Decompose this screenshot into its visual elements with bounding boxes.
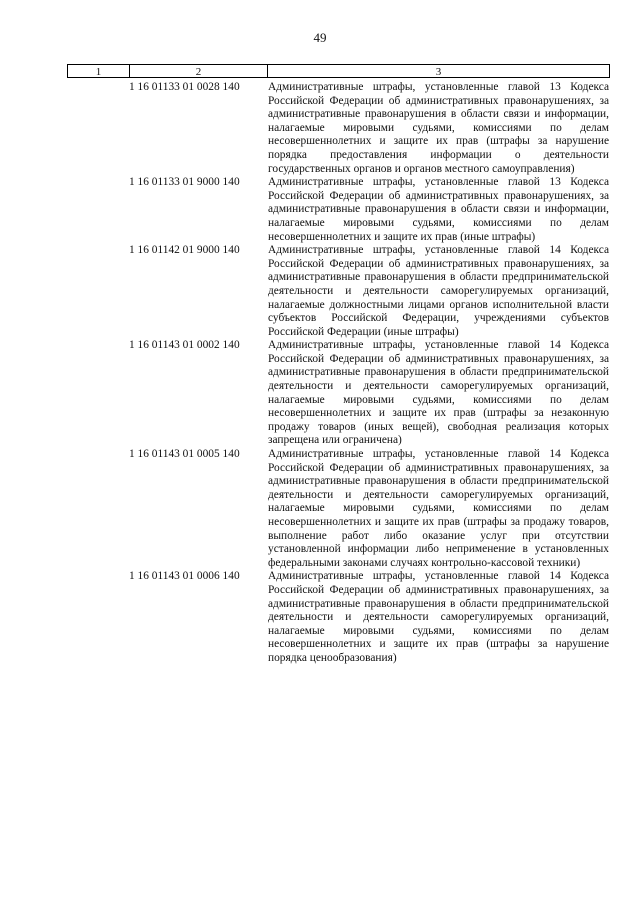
budget-code: 1 16 01143 01 0006 140: [129, 570, 240, 583]
table-row: [67, 339, 610, 448]
table-row: [67, 448, 610, 570]
column-header-2: 2: [129, 65, 267, 77]
column-header-3: 3: [267, 65, 609, 77]
budget-codes-table: [67, 64, 610, 666]
table-row: [67, 176, 610, 244]
table-body: [67, 81, 610, 666]
budget-code: 1 16 01143 01 0005 140: [129, 448, 240, 461]
fine-description: Административные штрафы, установленные главой 14 Кодекса Российской Федерации об административных правонарушениях, за административные правонарушения в области предпринимательской деятельности и деятельности саморегулируемых организаций, налагаемые мировыми судьями, комиссиями по делам несовершеннолетних и защите их прав (штрафы за нарушение порядка ценообразования): [268, 570, 609, 664]
page-number: 49: [313, 30, 327, 45]
table-row: [67, 244, 610, 339]
budget-code: 1 16 01142 01 9000 140: [129, 244, 240, 257]
fine-description: Административные штрафы, установленные главой 13 Кодекса Российской Федерации об административных правонарушениях, за административные правонарушения в области связи и информации, налагаемые мировыми судьями, комиссиями по делам несовершеннолетних и защите их прав (штрафы за нарушение порядка предоставления информации о деятельности государственных органов и органов местного самоуправления): [268, 81, 609, 175]
fine-description: Административные штрафы, установленные главой 14 Кодекса Российской Федерации об административных правонарушениях, за административные правонарушения в области предпринимательской деятельности и деятельности саморегулируемых организаций, налагаемые мировыми судьями, комиссиями по делам несовершеннолетних и защите их прав (штрафы за продажу товаров, выполнение работ либо оказание услуг при отсутствии установленной информации либо неприменение в установленных федеральными законами случаях контрольно-кассовой техники): [268, 448, 609, 569]
budget-code: 1 16 01133 01 0028 140: [129, 81, 240, 93]
table-row: [67, 81, 610, 176]
table-row: [67, 570, 610, 665]
budget-code: 1 16 01133 01 9000 140: [129, 176, 240, 189]
budget-code: 1 16 01143 01 0002 140: [129, 339, 240, 352]
column-header-1: 1: [95, 66, 102, 78]
fine-description: Административные штрафы, установленные главой 14 Кодекса Российской Федерации об административных правонарушениях, за административные правонарушения в области предпринимательской деятельности и деятельности саморегулируемых организаций, налагаемые должностными лицами органов исполнительной власти субъектов Российской Федерации, учреждениями субъектов Российской Федерации (иные штрафы): [268, 244, 609, 338]
fine-description: Административные штрафы, установленные главой 14 Кодекса Российской Федерации об административных правонарушениях, за административные правонарушения в области предпринимательской деятельности и деятельности саморегулируемых организаций, налагаемые мировыми судьями, комиссиями по делам несовершеннолетних и защите их прав (штрафы за незаконную продажу товаров (иных вещей), свободная реализация которых запрещена или ограничена): [268, 339, 609, 447]
fine-description: Административные штрафы, установленные главой 13 Кодекса Российской Федерации об административных правонарушениях, за административные правонарушения в области связи и информации, налагаемые мировыми судьями, комиссиями по делам несовершеннолетних и защите их прав (иные штрафы): [268, 176, 609, 243]
table-header-row: [67, 64, 610, 78]
